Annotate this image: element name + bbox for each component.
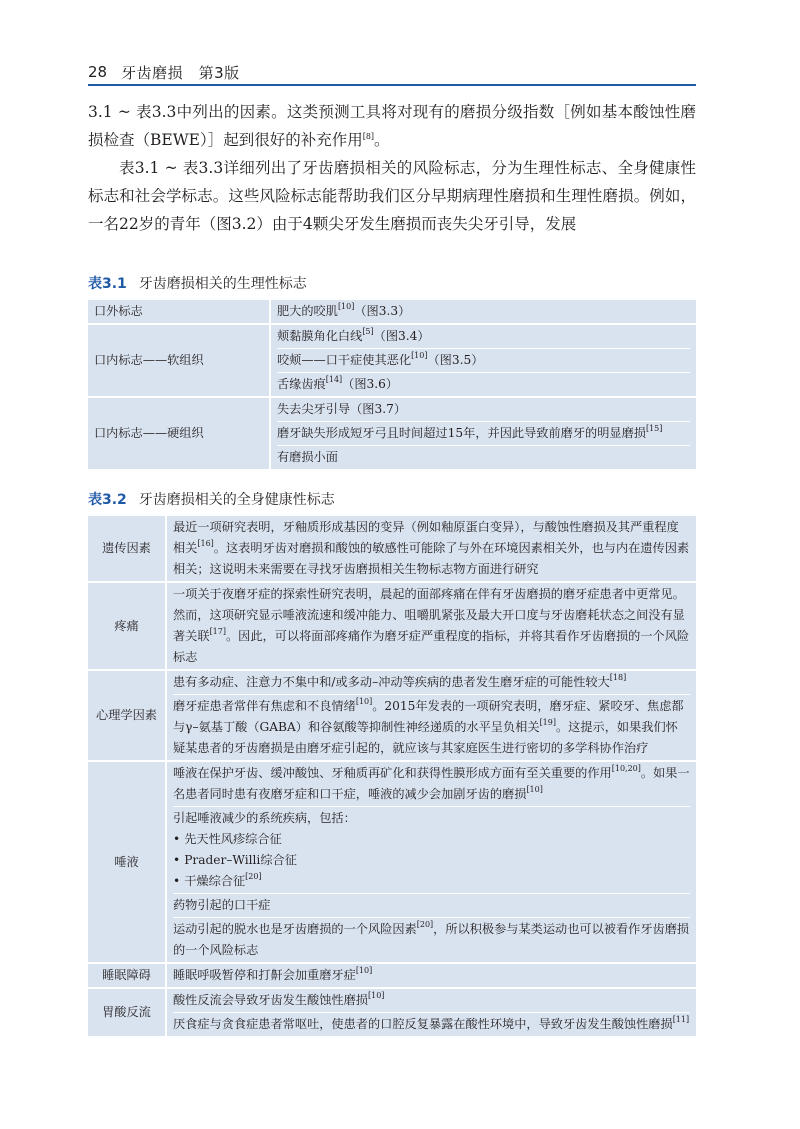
cell-line <box>173 917 690 962</box>
row-content <box>167 962 696 987</box>
cell-text: 运动引起的脱水也是牙齿磨损的一个风险因素 <box>173 922 417 936</box>
cell-text: 。如果一名患者同时患有夜磨牙症和口干症，唾液的减少会加剧牙齿的磨损 <box>173 766 690 801</box>
cell-line <box>173 1012 690 1036</box>
table2-number: 表3.2 <box>88 492 127 508</box>
cell-text: 酸性反流会导致牙齿发生酸蚀性磨损 <box>173 993 368 1007</box>
cell-line <box>277 445 690 469</box>
cell-text: 肥大的咬肌 <box>277 304 338 318</box>
cell-line <box>277 300 690 323</box>
citation: [17] <box>209 627 226 636</box>
bullet-text: 干燥综合征 <box>184 874 246 888</box>
cell-text: 唾液在保护牙齿、缓冲酸蚀、牙釉质再矿化和获得性膜形成方面有至关重要的作用 <box>173 766 612 780</box>
table1 <box>88 300 696 469</box>
citation: [10] <box>355 966 373 975</box>
citation: [8] <box>362 132 375 141</box>
cell-text: 药物引起的口干症 <box>173 898 271 912</box>
row-content <box>167 669 696 760</box>
cell-line <box>173 671 690 694</box>
paragraph: 3.1 ~ 表3.3中列出的因素。这类预测工具将对现有的磨损分级指数［例如基本酸蚀性磨损检查（BEWE）］起到很好的补充作用[8]。 <box>88 103 696 149</box>
bullet-item <box>173 871 690 892</box>
table-row <box>88 760 696 962</box>
cell-line <box>173 806 690 893</box>
citation: [10] <box>526 785 543 794</box>
row-label: 口外标志 <box>88 300 271 323</box>
row-content <box>271 396 696 469</box>
citation: [5] <box>362 327 374 336</box>
bullet-item <box>173 850 690 871</box>
row-content <box>271 300 696 323</box>
cell-text: 。这提示，如果我们怀疑某患者的牙齿磨损是由磨牙症引起的，就应该与其家庭医生进行密切的多学科协作治疗 <box>173 720 678 755</box>
citation: [10] <box>337 302 355 311</box>
page-number: 28 <box>88 63 108 81</box>
row-content <box>167 760 696 962</box>
table2-body <box>88 516 696 1036</box>
citation: [18] <box>609 673 627 682</box>
row-label: 口内标志——软组织 <box>88 323 271 396</box>
table-row <box>88 300 696 323</box>
cell-text: 舌缘齿痕 <box>277 377 326 391</box>
cell-line <box>173 762 690 806</box>
cell-text: 。这表明牙齿对磨损和酸蚀的敏感性可能除了与外在环境因素相关外，也与内在遗传因素相关；这说明未来需要在寻找牙齿磨损相关生物标志物方面进行研究 <box>173 541 690 576</box>
table1-body <box>88 300 696 469</box>
table-row <box>88 396 696 469</box>
table-row <box>88 669 696 760</box>
table-row <box>88 581 696 669</box>
book-title: 牙齿磨损 第3版 <box>121 63 240 82</box>
table1-title: 牙齿磨损相关的生理性标志 <box>138 276 307 292</box>
citation: [20] <box>416 920 434 929</box>
cell-line <box>173 583 690 669</box>
cell-line <box>173 516 690 581</box>
table-row <box>88 987 696 1036</box>
table2 <box>88 516 696 1036</box>
cell-text: 失去尖牙引导（图3.7） <box>277 402 407 416</box>
row-label: 遗传因素 <box>88 516 167 581</box>
citation: [20] <box>245 872 262 881</box>
cell-text: 引起唾液减少的系统疾病，包括： <box>173 811 356 825</box>
row-label: 心理学因素 <box>88 669 167 760</box>
cell-text: （图3.6） <box>342 377 399 391</box>
cell-text: 磨牙缺失形成短牙弓且时间超过15年，并因此导致前磨牙的明显磨损 <box>277 426 646 440</box>
bullet-text: Prader–Willi综合征 <box>184 853 297 867</box>
cell-line <box>173 989 690 1012</box>
cell-line <box>277 348 690 372</box>
citation: [16] <box>197 539 214 548</box>
running-header <box>88 60 696 84</box>
cell-line <box>173 964 690 987</box>
row-content <box>167 581 696 669</box>
cell-line <box>277 372 690 396</box>
citation: [15] <box>645 424 663 433</box>
table1-number: 表3.1 <box>88 276 127 292</box>
cell-text: 颊黏膜角化白线 <box>277 329 363 343</box>
cell-text: （图3.3） <box>354 304 411 318</box>
table2-caption <box>88 490 696 510</box>
row-content <box>271 323 696 396</box>
cell-text: （图3.4） <box>373 329 430 343</box>
row-label: 口内标志——硬组织 <box>88 396 271 469</box>
cell-text: 咬颊——口干症使其恶化 <box>277 353 412 367</box>
bullet-item <box>173 829 690 850</box>
cell-text: 最近一项研究表明，牙釉质形成基因的变异（例如釉原蛋白变异），与酸蚀性磨损及其严重程度相关 <box>173 520 679 555</box>
cell-text: 睡眠呼吸暂停和打鼾会加重磨牙症 <box>173 968 356 982</box>
table1-caption <box>88 274 696 294</box>
cell-text: ，所以积极参与某类运动也可以被看作牙齿磨损的一个风险标志 <box>173 922 690 957</box>
row-content <box>167 987 696 1036</box>
row-label: 胃酸反流 <box>88 987 167 1036</box>
table2-title: 牙齿磨损相关的全身健康性标志 <box>138 492 335 508</box>
citation: [19] <box>539 718 556 727</box>
body-text <box>88 98 696 238</box>
cell-text: （图3.5） <box>427 353 484 367</box>
table-row <box>88 516 696 581</box>
cell-text: 患有多动症、注意力不集中和/或多动–冲动等疾病的患者发生磨牙症的可能性较大 <box>173 675 610 689</box>
cell-line <box>277 398 690 421</box>
row-label: 睡眠障碍 <box>88 962 167 987</box>
row-label: 疼痛 <box>88 581 167 669</box>
table-row <box>88 323 696 396</box>
cell-text: 。2015年发表的一项研究表明，磨牙症、紧咬牙、焦虑都与γ–氨基丁酸（GABA）和谷氨酸等抑制性神经递质的水平呈负相关 <box>173 699 684 734</box>
header-rule <box>88 84 696 86</box>
cell-line <box>277 325 690 348</box>
table-row <box>88 962 696 987</box>
cell-text: 磨牙症患者常伴有焦虑和不良情绪 <box>173 699 356 713</box>
cell-text: 一项关于夜磨牙症的探索性研究表明，晨起的面部疼痛在伴有牙齿磨损的磨牙症患者中更常见。然而，这项研究显示唾液流速和缓冲能力、咀嚼肌紧张及最大开口度与牙齿磨耗状态之间没有显著关联 <box>173 587 685 643</box>
cell-text: 有磨损小面 <box>277 450 338 464</box>
bullet-text: 先天性风疹综合征 <box>184 832 282 846</box>
row-content <box>167 516 696 581</box>
cell-text: 。因此，可以将面部疼痛作为磨牙症严重程度的指标，并将其看作牙齿磨损的一个风险标志 <box>173 629 690 664</box>
citation: [10] <box>411 351 428 360</box>
citation: [10] <box>355 697 373 706</box>
citation: [10,20] <box>611 764 641 773</box>
citation: [11] <box>672 1015 690 1024</box>
citation: [10] <box>368 991 385 1000</box>
cell-text: 厌食症与贪食症患者常呕吐，使患者的口腔反复暴露在酸性环境中，导致牙齿发生酸蚀性磨损 <box>173 1017 673 1031</box>
cell-line <box>277 421 690 445</box>
row-label: 唾液 <box>88 760 167 962</box>
cell-line <box>173 893 690 917</box>
citation: [14] <box>325 375 343 384</box>
paragraph: 表3.1 ~ 表3.3详细列出了牙齿磨损相关的风险标志，分为生理性标志、全身健康性标志和社会学标志。这些风险标志能帮助我们区分早期病理性磨损和生理性磨损。例如，一名22岁的青年（图3.2）由于4颗尖牙发生磨损而丧失尖牙引导，发展 <box>88 159 696 233</box>
cell-line <box>173 694 690 760</box>
